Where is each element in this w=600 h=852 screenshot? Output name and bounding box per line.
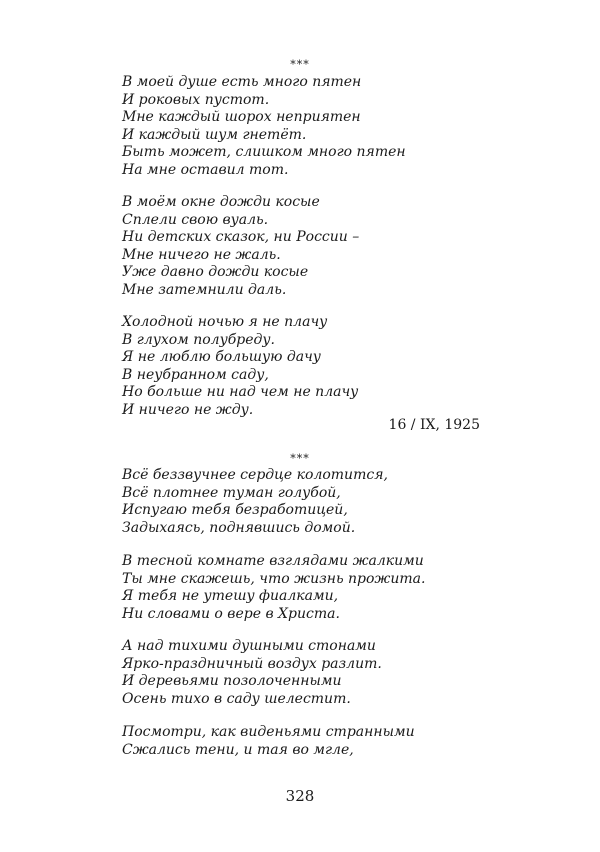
verse-line: Ты мне скажешь, что жизнь прожита. [122,570,426,587]
verse-line: Осень тихо в саду шелестит. [122,690,351,707]
poem-1-divider: *** [290,58,310,71]
verse-line: Всё плотнее туман голубой, [122,484,341,501]
verse-line: Задыхаясь, поднявшись домой. [122,519,356,536]
poem-1-stanza-1 [122,74,502,180]
verse-line: Я тебя не утешу фиалками, [122,588,339,605]
poem-2-stanza-4 [122,724,502,759]
verse-line: Уже давно дожди косые [122,264,309,281]
poem-2-stanza-2 [122,553,502,623]
verse-line: Быть может, слишком много пятен [122,144,406,161]
verse-line: Ярко-праздничный воздух разлит. [122,655,382,672]
poem-2-divider: *** [290,452,310,465]
verse-line: Сплели свою вуаль. [122,211,269,228]
verse-line: И ничего не жду. [122,401,254,418]
verse-line: В моей душе есть много пятен [122,74,362,90]
verse-line: А над тихими душными стонами [122,638,376,654]
verse-line: Посмотри, как виденьями странными [122,724,415,740]
poem-1-stanza-2 [122,194,502,300]
poem-2-stanza-1 [122,467,502,537]
verse-line: Ни детских сказок, ни России – [122,229,360,246]
verse-line: Я не люблю большую дачу [122,349,321,366]
verse-line: Мне каждый шорох неприятен [122,109,361,126]
verse-line: И роковых пустот. [122,91,270,108]
verse-line: В моём окне дожди косые [122,194,320,210]
verse-line: Мне затемнили даль. [122,281,287,298]
verse-line: И деревьями позолоченными [122,673,342,690]
verse-line: В неубранном саду, [122,366,269,383]
poem-1-date: 16 / IX, 1925 [388,417,480,433]
verse-line: В тесной комнате взглядами жалкими [122,553,424,569]
verse-line: И каждый шум гнетёт. [122,126,307,143]
verse-line: На мне оставил тот. [122,161,289,178]
verse-line: Сжались тени, и тая во мгле, [122,741,354,758]
poem-2-stanza-3 [122,638,502,708]
verse-line: Мне ничего не жаль. [122,246,281,263]
verse-line: Испугаю тебя безработицей, [122,502,348,519]
verse-line: Холодной ночью я не плачу [122,314,328,330]
verse-line: Ни словами о вере в Христа. [122,605,340,622]
page-number: 328 [285,787,315,805]
verse-line: В глухом полубреду. [122,331,275,348]
verse-line: Но больше ни над чем не плачу [122,384,359,401]
verse-line: Всё беззвучнее сердце колотится, [122,467,388,483]
poem-1-stanza-3 [122,314,502,420]
